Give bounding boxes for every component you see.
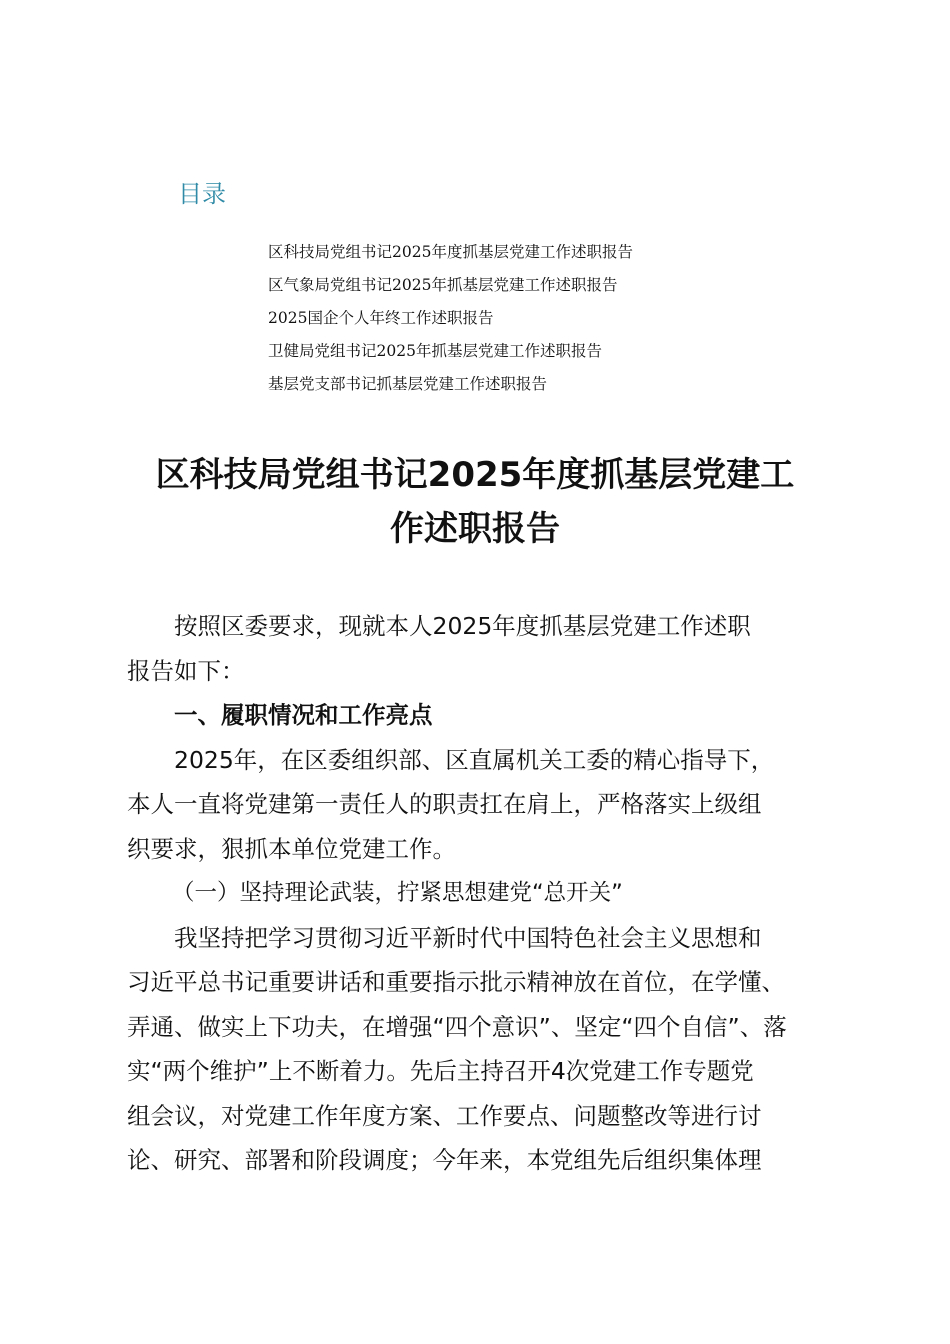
paragraph-2-line-3: 弄通、做实上下功夫，在增强“四个意识”、坚定“四个自信”、落 bbox=[127, 1012, 787, 1041]
paragraph-2-line-4: 实“两个维护”上不断着力。先后主持召开4次党建工作专题党 bbox=[127, 1057, 754, 1085]
document-title-line-1: 区科技局党组书记2025年度抓基层党建工 bbox=[155, 455, 795, 495]
toc-item-5[interactable]: 基层党支部书记抓基层党建工作述职报告 bbox=[268, 375, 548, 393]
paragraph-1-line-2: 本人一直将党建第一责任人的职责扛在肩上，严格落实上级组 bbox=[127, 790, 762, 818]
toc-item-3[interactable]: 2025国企个人年终工作述职报告 bbox=[268, 309, 494, 327]
paragraph-1-line-1: 2025年，在区委组织部、区直属机关工委的精心指导下， bbox=[174, 745, 775, 774]
paragraph-2 bbox=[127, 916, 857, 1183]
paragraph-2-line-6: 论、研究、部署和阶段调度；今年来，本党组先后组织集体理 bbox=[127, 1146, 762, 1174]
intro-line-1: 按照区委要求，现就本人2025年度抓基层党建工作述职 bbox=[174, 612, 751, 640]
toc-item-4[interactable]: 卫健局党组书记2025年抓基层党建工作述职报告 bbox=[268, 342, 602, 360]
toc-item-1[interactable]: 区科技局党组书记2025年度抓基层党建工作述职报告 bbox=[268, 243, 633, 261]
paragraph-1-line-3: 织要求，狠抓本单位党建工作。 bbox=[127, 834, 456, 863]
paragraph-2-line-2: 习近平总书记重要讲话和重要指示批示精神放在首位，在学懂、 bbox=[127, 968, 785, 996]
section-heading-1: 一、履职情况和工作亮点 bbox=[174, 701, 433, 729]
document-title-line-2: 作述职报告 bbox=[390, 509, 560, 549]
paragraph-2-line-1: 我坚持把学习贯彻习近平新时代中国特色社会主义思想和 bbox=[174, 923, 762, 952]
document-title bbox=[100, 448, 850, 556]
subsection-heading-1: （一）坚持理论武装，拧紧思想建党“总开关” bbox=[172, 880, 623, 906]
toc-item-2[interactable]: 区气象局党组书记2025年抓基层党建工作述职报告 bbox=[268, 276, 618, 294]
document-body bbox=[127, 604, 857, 1183]
paragraph-2-line-5: 组会议，对党建工作年度方案、工作要点、问题整改等进行讨 bbox=[127, 1101, 762, 1130]
toc-title: 目录 bbox=[178, 180, 226, 208]
intro-paragraph bbox=[127, 604, 857, 693]
paragraph-1 bbox=[127, 738, 857, 872]
toc-list bbox=[268, 236, 633, 401]
intro-line-2: 报告如下： bbox=[127, 656, 245, 685]
